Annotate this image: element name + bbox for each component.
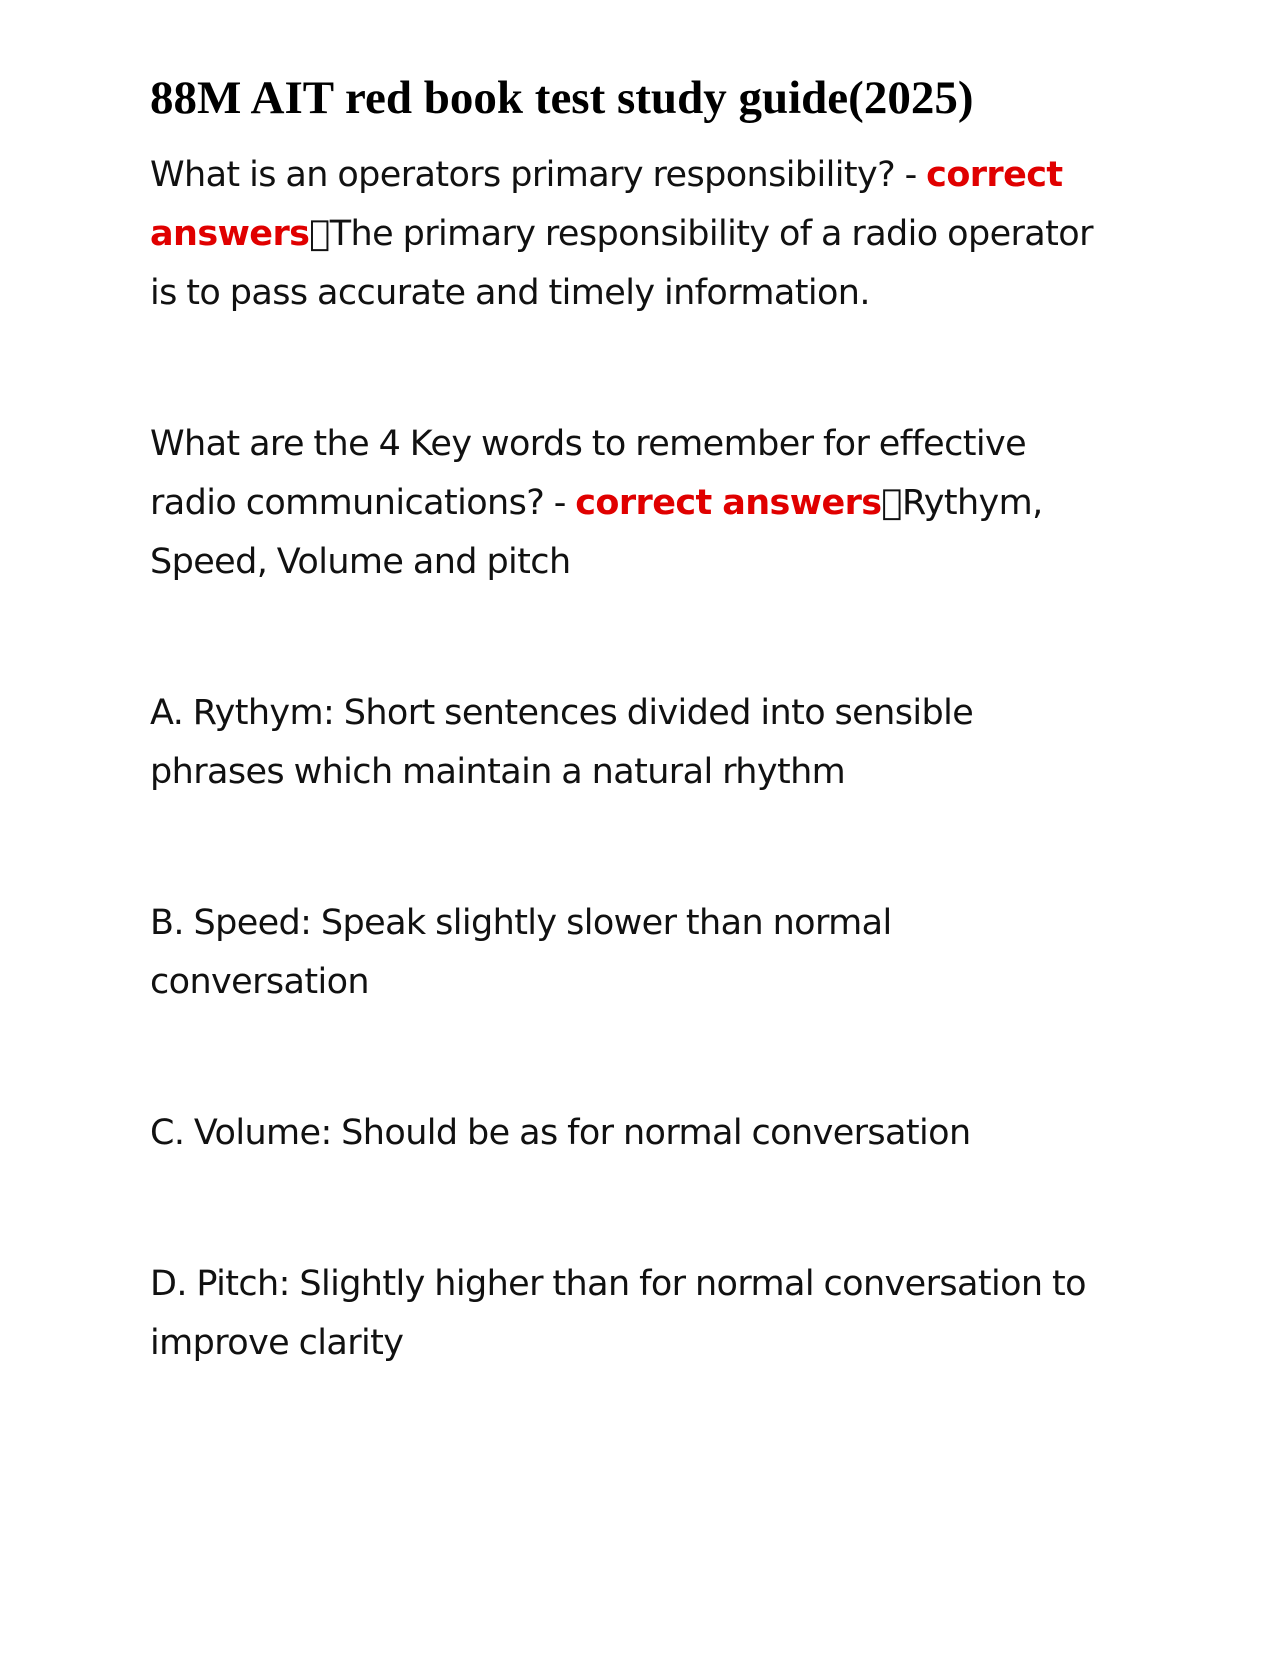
correct-answers-label: correct answers <box>575 483 882 524</box>
document-title: 88M AIT red book test study guide(2025) <box>150 72 974 124</box>
detail-speed: B. Speed: Speak slightly slower than normal conversation <box>150 903 892 1003</box>
missing-glyph-icon <box>881 483 892 524</box>
detail-pitch: D. Pitch: Slightly higher than for normal conversation to improve clarity <box>150 1264 1086 1364</box>
detail-volume: C. Volume: Should be as for normal conversation <box>150 1113 971 1154</box>
qa-entry-1 <box>150 146 1110 323</box>
document-page <box>150 70 1110 1373</box>
correct-answers-label: correct answers <box>150 155 1063 255</box>
qa-entry-2 <box>150 415 1110 592</box>
missing-glyph-icon <box>309 214 319 255</box>
question-text: What is an operators primary responsibility? - <box>150 155 927 196</box>
answer-text: The primary responsibility of a radio operator is to pass accurate and timely information. <box>150 214 1082 314</box>
detail-rythym: A. Rythym: Short sentences divided into sensible phrases which maintain a natural rhythm <box>150 693 974 793</box>
answer-text: Rythym, Speed, Volume and pitch <box>150 483 1032 583</box>
question-text: What are the 4 Key words to remember for effective radio communications? - <box>150 424 1027 524</box>
